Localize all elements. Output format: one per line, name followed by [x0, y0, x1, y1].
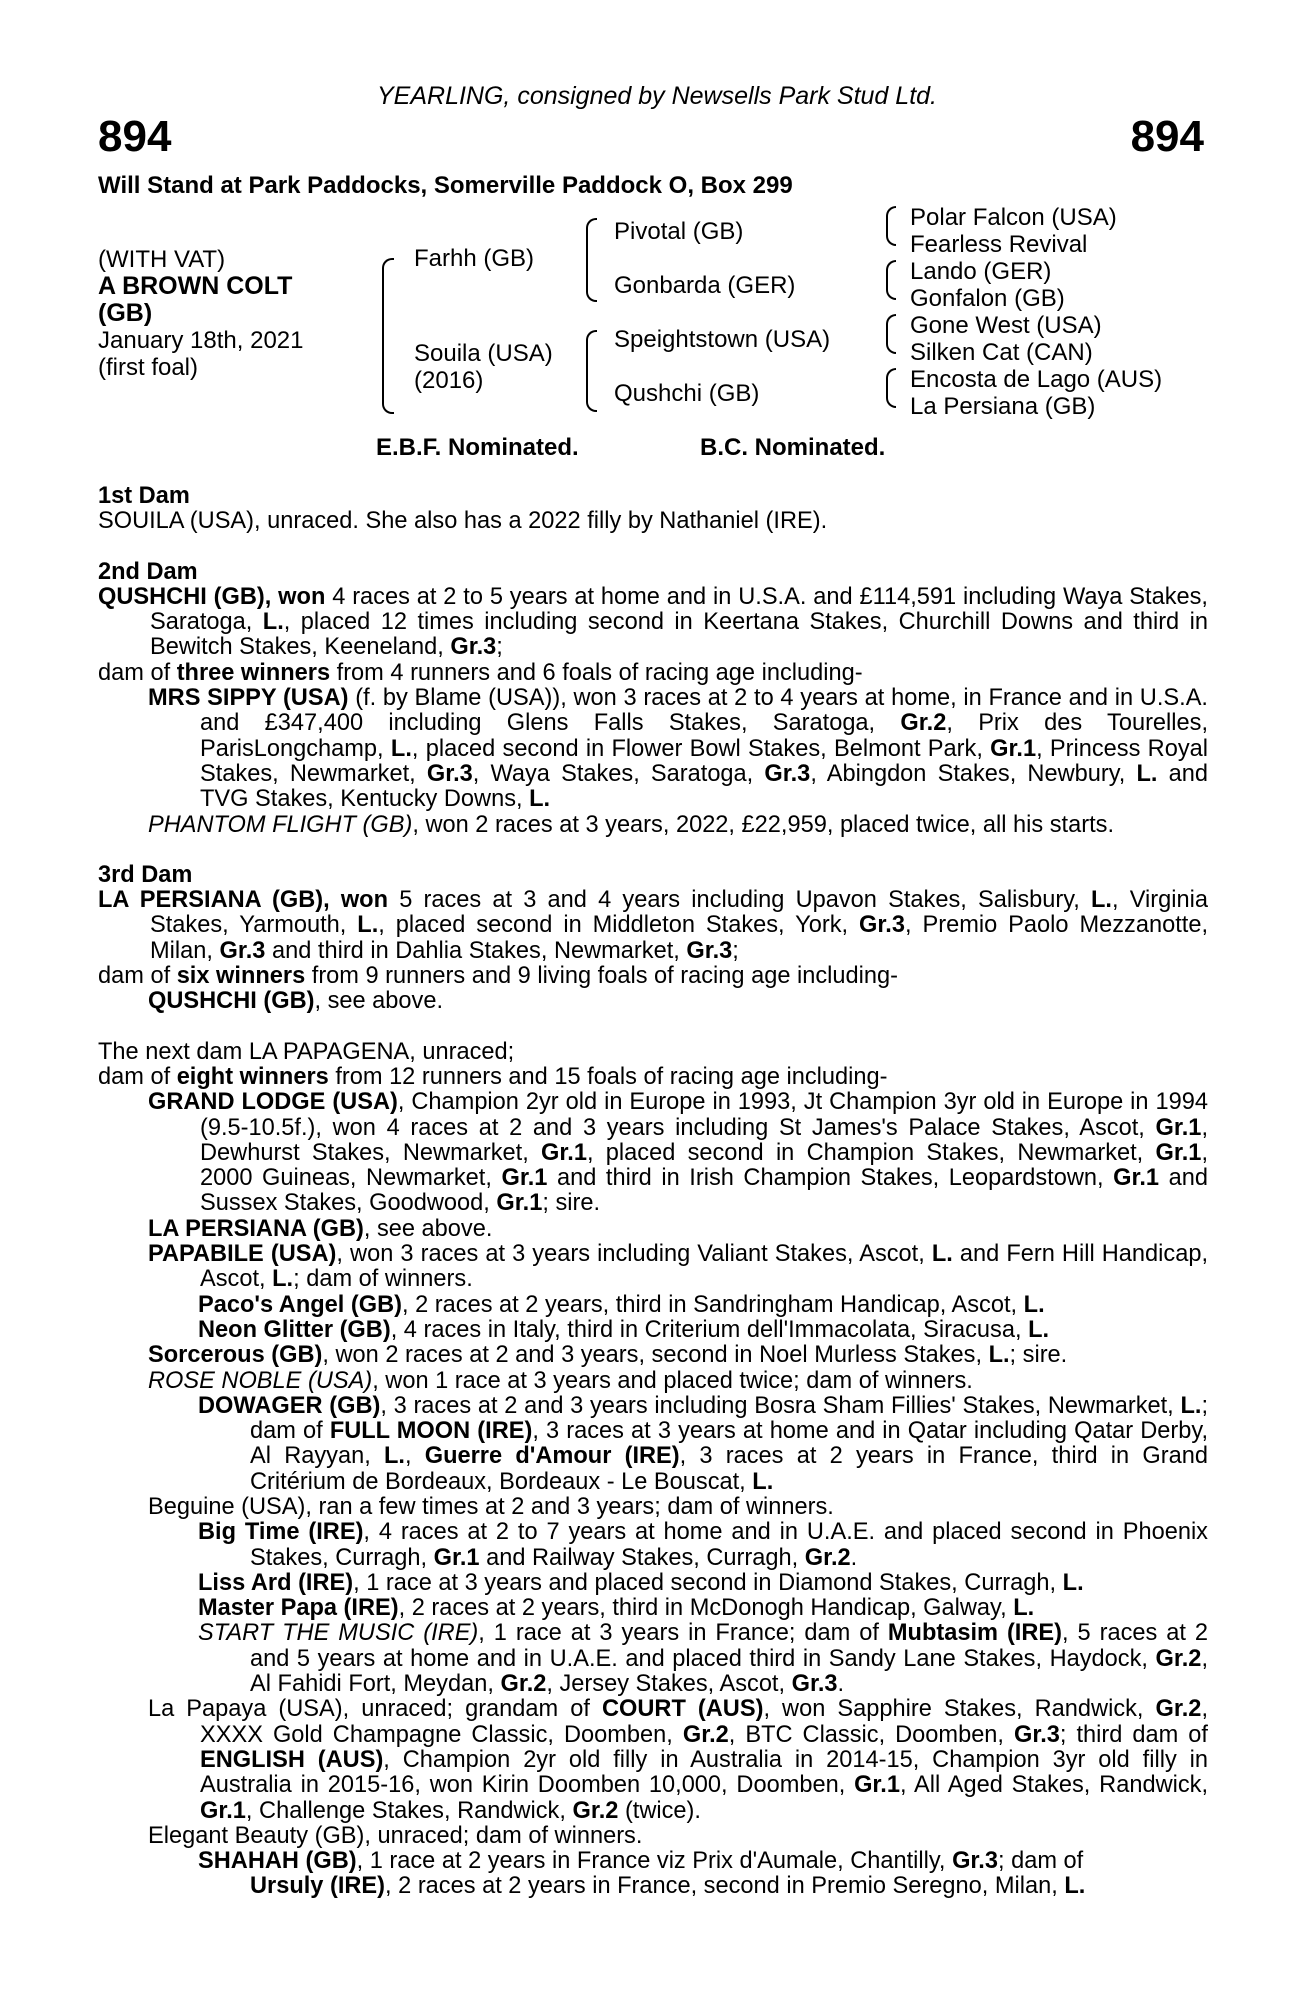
- group-mark: Gr.3: [764, 760, 811, 787]
- race-text: , Jersey Stakes, Ascot,: [546, 1671, 792, 1698]
- race-text: ; dam of: [250, 1392, 1208, 1445]
- race-text: , won 2 races at 3 years, 2022, £22,959, placed twice, all his starts.: [412, 811, 1114, 838]
- race-text: and TVG Stakes, Kentucky Downs,: [200, 760, 1208, 813]
- race-text: , 3 races at 3 years at home and in Qatar including Qatar Derby, Al Rayyan,: [250, 1418, 1209, 1470]
- dam-sire-dam: Silken Cat (CAN): [910, 339, 1093, 366]
- produce-entry: [98, 1621, 1208, 1697]
- horse-name: Ursuly (IRE): [250, 1873, 386, 1900]
- horse-name: Liss Ard (IRE): [198, 1569, 354, 1596]
- horse-name: QUSHCHI (GB): [98, 583, 265, 610]
- horse-name: ROSE NOBLE (USA): [148, 1367, 373, 1394]
- group-mark: Gr.3: [450, 634, 497, 661]
- dam-dam-dam: La Persiana (GB): [910, 393, 1096, 420]
- race-text: , XXXX Gold Champagne Classic, Doomben,: [200, 1696, 1208, 1748]
- horse-name: ENGLISH (AUS): [200, 1746, 384, 1773]
- horse-name: DOWAGER (GB): [198, 1392, 381, 1419]
- race-text: and Railway Stakes, Curragh,: [479, 1544, 805, 1571]
- brace-sd: [886, 260, 896, 300]
- produce-entry: [98, 1242, 1208, 1293]
- listed-mark: L.: [272, 1266, 294, 1293]
- listed-mark: L.: [988, 1342, 1010, 1369]
- race-text: , Dewhurst Stakes, Newmarket,: [200, 1114, 1208, 1166]
- race-text: , Al Fahidi Fort, Meydan,: [250, 1645, 1208, 1698]
- race-text: ; sire.: [542, 1190, 601, 1217]
- foaling-date: January 18th, 2021: [98, 327, 304, 354]
- bc-nomination: B.C. Nominated.: [700, 434, 886, 461]
- produce-entry: [98, 1369, 1208, 1394]
- produce-entry: [98, 1520, 1208, 1571]
- brace-dam: [586, 330, 597, 412]
- horse-name: LA PERSIANA (GB): [98, 887, 324, 914]
- horse-name: COURT (AUS): [601, 1696, 764, 1723]
- produce-entry: [98, 1394, 1208, 1495]
- race-text: , 1 race at 2 years in France viz Prix d'Aumale, Chantilly,: [356, 1848, 953, 1875]
- second-dam-entry: [98, 585, 1208, 661]
- race-text: , 4 races in Italy, third in Criterium dell'Immacolata, Siracusa,: [390, 1316, 1029, 1343]
- race-text: , 4 races at 2 to 7 years at home and in U.A.E. and placed second in Phoenix Stakes, Curragh,: [250, 1519, 1208, 1571]
- race-text: .: [850, 1544, 858, 1571]
- dam-of-line: [98, 661, 1208, 686]
- horse-name: Guerre d'Amour (IRE): [424, 1443, 680, 1470]
- horse-name: Neon Glitter (GB): [198, 1316, 391, 1343]
- group-mark: Gr.2: [500, 1671, 547, 1698]
- group-mark: Gr.2: [804, 1544, 851, 1571]
- race-text: , BTC Classic, Doomben,: [728, 1721, 1014, 1748]
- race-text: and third in Dahlia Stakes, Newmarket,: [265, 937, 687, 964]
- sire-sire-sire: Polar Falcon (USA): [910, 204, 1117, 231]
- produce-entry: [98, 1874, 1208, 1899]
- race-text: ; sire.: [1009, 1342, 1068, 1369]
- horse-name: PAPABILE (USA): [148, 1241, 337, 1268]
- vat-note: (WITH VAT): [98, 246, 226, 273]
- race-text: , 1 race at 3 years and placed second in Diamond Stakes, Curragh,: [353, 1569, 1063, 1596]
- first-dam-heading: 1st Dam: [98, 483, 190, 509]
- race-text: , 3 races at 2 and 3 years including Bosra Sham Fillies' Stakes, Newmarket,: [380, 1392, 1181, 1419]
- listed-mark: L.: [1064, 1873, 1086, 1900]
- race-text: (f. by Blame (USA)), won 3 races at 2 to 4 years at home, in France and in U.S.A. and £347,400 including Glens Falls Stakes, Saratoga,: [200, 685, 1208, 737]
- race-text: , 5 races at 2 and 5 years at home and in U.A.E. and placed third in Sandy Lane Stakes, Haydock,: [250, 1620, 1209, 1672]
- listed-mark: L.: [529, 786, 551, 813]
- sire-dam-sire: Lando (GER): [910, 258, 1052, 285]
- produce-entry: [98, 1318, 1208, 1343]
- produce-entry: Elegant Beauty (GB), unraced; dam of winners.: [148, 1822, 643, 1849]
- sire-dam: Gonbarda (GER): [614, 272, 796, 299]
- winners-count: three winners: [176, 659, 331, 686]
- winners-count: six winners: [176, 963, 306, 990]
- horse-name: FULL MOON (IRE): [329, 1418, 533, 1445]
- horse-name: Big Time (IRE): [198, 1519, 364, 1546]
- family-notes: [98, 484, 1208, 1900]
- race-text: , 1 race at 3 years in France; dam of: [478, 1620, 888, 1647]
- race-text: from 4 runners and 6 foals of racing age including-: [330, 659, 863, 686]
- won-label: , won: [264, 583, 326, 610]
- dam-dam-sire: Encosta de Lago (AUS): [910, 366, 1163, 393]
- horse-name: Paco's Angel (GB): [198, 1291, 403, 1318]
- produce-entry: Beguine (USA), ran a few times at 2 and 3 years; dam of winners.: [148, 1493, 834, 1520]
- horse-name: Mubtasim (IRE): [887, 1620, 1062, 1647]
- brace-dd: [886, 368, 896, 408]
- consignor-line: YEARLING, consigned by Newsells Park Stud Ltd.: [377, 82, 937, 110]
- race-text: 5 races at 3 and 4 years including Upavon Stakes, Salisbury,: [388, 887, 1092, 914]
- listed-mark: L.: [1062, 1569, 1084, 1596]
- group-mark: Gr.2: [900, 710, 947, 737]
- brace-sire: [586, 218, 597, 302]
- first-foal-note: (first foal): [98, 354, 199, 381]
- race-text: and Fern Hill Handicap, Ascot,: [200, 1241, 1209, 1293]
- race-text: , Abingdon Stakes, Newbury,: [810, 760, 1137, 787]
- listed-mark: L.: [1028, 1316, 1050, 1343]
- produce-entry: [98, 686, 1208, 812]
- dam-year: (2016): [414, 367, 484, 394]
- produce-entry: [98, 989, 1208, 1014]
- produce-entry: [98, 1217, 1208, 1242]
- race-text: , Challenge Stakes, Randwick,: [245, 1797, 573, 1824]
- sire: Farhh (GB): [414, 245, 535, 272]
- race-text: , All Aged Stakes, Randwick,: [900, 1772, 1208, 1799]
- race-text: and Sussex Stakes, Goodwood,: [200, 1165, 1208, 1217]
- first-dam-text: SOUILA (USA), unraced. She also has a 2022 filly by Nathaniel (IRE).: [98, 508, 828, 535]
- lot-number-left: 894: [98, 112, 172, 161]
- dam-of-line: [98, 1065, 1208, 1090]
- brace-colt: [382, 258, 394, 414]
- race-text: (twice).: [618, 1797, 701, 1824]
- race-text: from 12 runners and 15 foals of racing age including-: [328, 1063, 888, 1090]
- race-text: , Princess Royal Stakes, Newmarket,: [200, 735, 1208, 787]
- listed-mark: L.: [390, 735, 412, 762]
- race-text: and third in Irish Champion Stakes, Leopardstown,: [547, 1165, 1114, 1192]
- race-text: La Papaya (USA), unraced; grandam of: [148, 1696, 602, 1723]
- horse-name: GRAND LODGE (USA): [148, 1089, 398, 1116]
- group-mark: Gr.3: [952, 1848, 998, 1875]
- group-mark: Gr.3: [859, 912, 905, 939]
- stand-location: Will Stand at Park Paddocks, Somerville Paddock O, Box 299: [98, 172, 793, 199]
- horse-name: SHAHAH (GB): [198, 1848, 357, 1875]
- race-text: , 2 races at 2 years, third in Sandringham Handicap, Ascot,: [402, 1291, 1024, 1318]
- group-mark: Gr.1: [1155, 1139, 1202, 1166]
- group-mark: Gr.1: [200, 1797, 246, 1824]
- race-text: ;: [496, 634, 503, 661]
- produce-entry: [98, 1571, 1208, 1596]
- brace-ds: [886, 314, 896, 354]
- brace-ss: [886, 206, 896, 246]
- race-text: dam of: [98, 659, 177, 686]
- race-text: ,: [404, 1443, 425, 1470]
- sire-sire-dam: Fearless Revival: [910, 231, 1088, 258]
- race-text: , won 2 races at 2 and 3 years, second in Noel Murless Stakes,: [322, 1342, 989, 1369]
- race-text: , 2000 Guineas, Newmarket,: [200, 1139, 1208, 1192]
- listed-mark: L.: [383, 1443, 405, 1470]
- group-mark: Gr.2: [682, 1721, 729, 1748]
- listed-mark: L.: [1023, 1291, 1045, 1318]
- race-text: , placed second in Flower Bowl Stakes, Belmont Park,: [411, 735, 991, 762]
- horse-name: MRS SIPPY (USA): [148, 685, 349, 712]
- dam: Souila (USA): [414, 340, 553, 367]
- dam-of-line: [98, 964, 1208, 989]
- produce-entry: [98, 1697, 1208, 1823]
- horse-name: Master Papa (IRE): [198, 1595, 399, 1622]
- listed-mark: L.: [1136, 760, 1158, 787]
- horse-name: START THE MUSIC (IRE): [198, 1620, 479, 1647]
- third-dam-entry: [98, 888, 1208, 964]
- listed-mark: L.: [1180, 1392, 1202, 1419]
- next-dam-intro: The next dam LA PAPAGENA, unraced;: [98, 1038, 515, 1065]
- race-text: .: [837, 1671, 845, 1698]
- group-mark: Gr.3: [219, 937, 266, 964]
- dam-sire-sire: Gone West (USA): [910, 312, 1102, 339]
- listed-mark: L.: [1091, 887, 1112, 914]
- race-text: dam of: [98, 963, 177, 990]
- colt-origin: (GB): [98, 299, 153, 327]
- group-mark: Gr.1: [1113, 1165, 1160, 1192]
- produce-entry: [98, 1596, 1208, 1621]
- produce-entry: [98, 1849, 1208, 1874]
- sire-sire: Pivotal (GB): [614, 218, 744, 245]
- group-mark: Gr.2: [572, 1797, 619, 1824]
- listed-mark: L.: [1013, 1595, 1035, 1622]
- group-mark: Gr.2: [1155, 1696, 1202, 1723]
- group-mark: Gr.3: [686, 937, 733, 964]
- listed-mark: L.: [931, 1241, 953, 1268]
- race-text: , Prix des Tourelles, ParisLongchamp,: [200, 710, 1209, 762]
- ebf-nomination: E.B.F. Nominated.: [376, 434, 579, 461]
- listed-mark: L.: [357, 912, 379, 939]
- race-text: , see above.: [363, 1215, 493, 1242]
- colt-description: A BROWN COLT: [98, 272, 293, 300]
- horse-name: PHANTOM FLIGHT (GB): [148, 811, 413, 838]
- race-text: , placed 12 times including second in Keertana Stakes, Churchill Downs and third in Bewitch Stakes, Keeneland,: [150, 609, 1208, 661]
- race-text: , won Sapphire Stakes, Randwick,: [763, 1696, 1156, 1723]
- group-mark: Gr.1: [1155, 1114, 1202, 1141]
- horse-name: Sorcerous (GB): [148, 1342, 323, 1369]
- group-mark: Gr.3: [791, 1671, 838, 1698]
- race-text: from 9 runners and 9 living foals of racing age including-: [305, 963, 898, 990]
- produce-entry: [98, 1090, 1208, 1216]
- race-text: , Champion 2yr old filly in Australia in 2014-15, Champion 3yr old filly in Australia in 2015-16, won Kirin Doomben 10,000, Doomben,: [200, 1746, 1208, 1799]
- group-mark: Gr.1: [501, 1165, 548, 1192]
- race-text: , Premio Paolo Mezzanotte, Milan,: [150, 912, 1209, 964]
- race-text: , Virginia Stakes, Yarmouth,: [150, 887, 1208, 939]
- race-text: , 2 races at 2 years in France, second in Premio Seregno, Milan,: [385, 1873, 1065, 1900]
- listed-mark: L.: [262, 609, 284, 636]
- horse-name: QUSHCHI (GB): [148, 988, 315, 1015]
- race-text: , 2 races at 2 years, third in McDonogh Handicap, Galway,: [398, 1595, 1014, 1622]
- third-dam-heading: 3rd Dam: [98, 861, 193, 888]
- group-mark: Gr.1: [433, 1544, 480, 1571]
- race-text: , see above.: [314, 988, 444, 1015]
- group-mark: Gr.1: [854, 1772, 900, 1799]
- group-mark: Gr.3: [1014, 1721, 1060, 1748]
- race-text: dam of: [98, 1063, 177, 1090]
- won-label: , won: [323, 887, 389, 914]
- race-text: , won 3 races at 3 years including Valiant Stakes, Ascot,: [336, 1241, 932, 1268]
- dam-dam: Qushchi (GB): [614, 380, 760, 407]
- produce-entry: [98, 813, 1208, 838]
- group-mark: Gr.2: [1155, 1645, 1202, 1672]
- listed-mark: L.: [752, 1468, 774, 1495]
- produce-entry: [98, 1343, 1208, 1368]
- group-mark: Gr.1: [541, 1139, 587, 1166]
- group-mark: Gr.3: [426, 760, 473, 787]
- group-mark: Gr.1: [496, 1190, 543, 1217]
- race-text: ; third dam of: [1059, 1721, 1208, 1748]
- winners-count: eight winners: [176, 1063, 329, 1090]
- dam-sire: Speightstown (USA): [614, 326, 831, 353]
- second-dam-heading: 2nd Dam: [98, 558, 198, 585]
- sire-dam-dam: Gonfalon (GB): [910, 285, 1065, 312]
- race-text: ; dam of winners.: [293, 1266, 473, 1293]
- race-text: 4 races at 2 to 5 years at home and in U.S.A. and £114,591 including Waya Stakes, Saratoga,: [150, 583, 1208, 636]
- produce-entry: [98, 1293, 1208, 1318]
- race-text: , Champion 2yr old in Europe in 1993, Jt Champion 3yr old in Europe in 1994 (9.5-10.5f.), won 4 races at 2 and 3 years including St James's Palace Stakes, Ascot,: [200, 1089, 1208, 1141]
- horse-name: LA PERSIANA (GB): [148, 1215, 364, 1242]
- race-text: , placed second in Champion Stakes, Newmarket,: [586, 1139, 1156, 1166]
- race-text: , placed second in Middleton Stakes, York,: [378, 912, 860, 939]
- race-text: , 3 races at 2 years in France, third in Grand Critérium de Bordeaux, Bordeaux - Le Bouscat,: [250, 1443, 1208, 1495]
- race-text: , Waya Stakes, Saratoga,: [472, 760, 765, 787]
- race-text: ; dam of: [997, 1848, 1084, 1875]
- lot-number-right: 894: [1130, 112, 1204, 161]
- race-text: ;: [732, 937, 739, 964]
- group-mark: Gr.1: [990, 735, 1037, 762]
- race-text: , won 1 race at 3 years and placed twice; dam of winners.: [372, 1367, 973, 1394]
